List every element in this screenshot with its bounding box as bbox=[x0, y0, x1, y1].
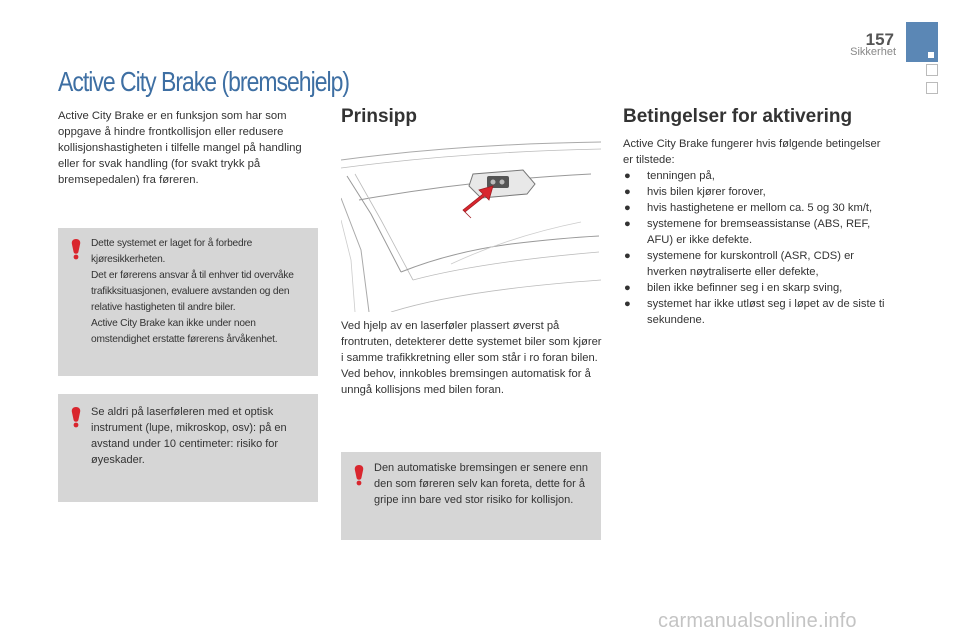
windshield-sensor-illustration bbox=[341, 140, 601, 312]
warning-line: Active City Brake kan ikke under noen omstendighet erstatte førerens årvåkenhet. bbox=[91, 318, 278, 345]
exclamation-warning-icon bbox=[66, 238, 86, 260]
page-title: Active City Brake (bremsehjelp) bbox=[58, 66, 350, 97]
warning-box-braking bbox=[341, 452, 601, 540]
betingelser-intro: Active City Brake fungerer hvis følgende betingelser er tilstede: bbox=[623, 138, 881, 166]
bullet-icon: ● bbox=[624, 250, 631, 262]
bullet-icon: ● bbox=[624, 298, 631, 310]
condition-list bbox=[623, 168, 885, 328]
heading-prinsipp: Prinsipp bbox=[341, 106, 418, 127]
list-item: ● hvis bilen kjører forover, bbox=[624, 186, 766, 198]
chapter-tab-box bbox=[926, 82, 938, 94]
warning-line: Se aldri på laserføleren med et optisk instrument (lupe, mikroskop, osv): på en avstand under 10 centimeter: risiko for øyeskader. bbox=[91, 406, 287, 466]
prinsipp-paragraph: Ved behov, innkobles bremsingen automatisk for å unngå kollisjons med bilen foran. bbox=[341, 368, 591, 396]
list-item: ● tenningen på, bbox=[624, 170, 715, 182]
heading-betingelser: Betingelser for aktivering bbox=[623, 106, 853, 127]
warning-line: Dette systemet er laget for å forbedre kjøresikkerheten. bbox=[91, 238, 253, 265]
list-item: ● hvis hastighetene er mellom ca. 5 og 30 km/t, bbox=[624, 202, 873, 214]
list-item: ● systemet har ikke utløst seg i løpet av de siste ti sekundene. bbox=[624, 298, 885, 326]
warning-line: Den automatiske bremsingen er senere enn den som føreren selv kan foreta, dette for å gripe inn bare ved stor risiko for kollisjon. bbox=[374, 462, 589, 506]
list-item: ● systemene for bremseassistanse (ABS, REF, AFU) er ikke defekte. bbox=[624, 218, 871, 246]
exclamation-warning-icon bbox=[66, 406, 86, 428]
warning-box-laser bbox=[58, 394, 318, 502]
intro-paragraph: Active City Brake er en funksjon som har som oppgave å hindre frontkollisjon eller redusere kollisjonshastigheten i tilfelle mangel på handling eller for svak handling (for svakt trykk på bremsepedalen) fra føreren. bbox=[58, 110, 302, 186]
prinsipp-text bbox=[341, 318, 603, 398]
list-item: ● bilen ikke befinner seg i en skarp sving, bbox=[624, 282, 843, 294]
exclamation-warning-icon bbox=[349, 464, 369, 486]
warning-text bbox=[91, 236, 313, 348]
bullet-icon: ● bbox=[624, 186, 631, 198]
bullet-icon: ● bbox=[624, 218, 631, 230]
chapter-tab-marker bbox=[928, 52, 934, 58]
chapter-tab bbox=[906, 22, 938, 62]
bullet-icon: ● bbox=[624, 170, 631, 182]
bullet-icon: ● bbox=[624, 282, 631, 294]
warning-box-system bbox=[58, 228, 318, 376]
warning-text bbox=[374, 460, 596, 508]
laser-sensor bbox=[487, 176, 509, 188]
list-item: ● systemene for kurskontroll (ASR, CDS) er hverken nøytraliserte eller defekte, bbox=[624, 250, 855, 278]
warning-text bbox=[91, 404, 313, 468]
prinsipp-paragraph: Ved hjelp av en laserføler plassert øverst på frontruten, detekterer dette systemet biler som kjører i samme trafikkretning eller som står i ro foran bilen. bbox=[341, 320, 602, 364]
section-name: Sikkerhet bbox=[850, 46, 896, 58]
windshield-drawing bbox=[341, 140, 601, 312]
warning-line: Det er førerens ansvar å til enhver tid overvåke trafikksituasjonen, evaluere avstanden og den relative hastigheten til andre biler. bbox=[91, 270, 294, 313]
watermark: carmanualsonline.info bbox=[658, 610, 857, 632]
chapter-tab-box bbox=[926, 64, 938, 76]
bullet-icon: ● bbox=[624, 202, 631, 214]
page-number: 157 bbox=[865, 30, 894, 49]
